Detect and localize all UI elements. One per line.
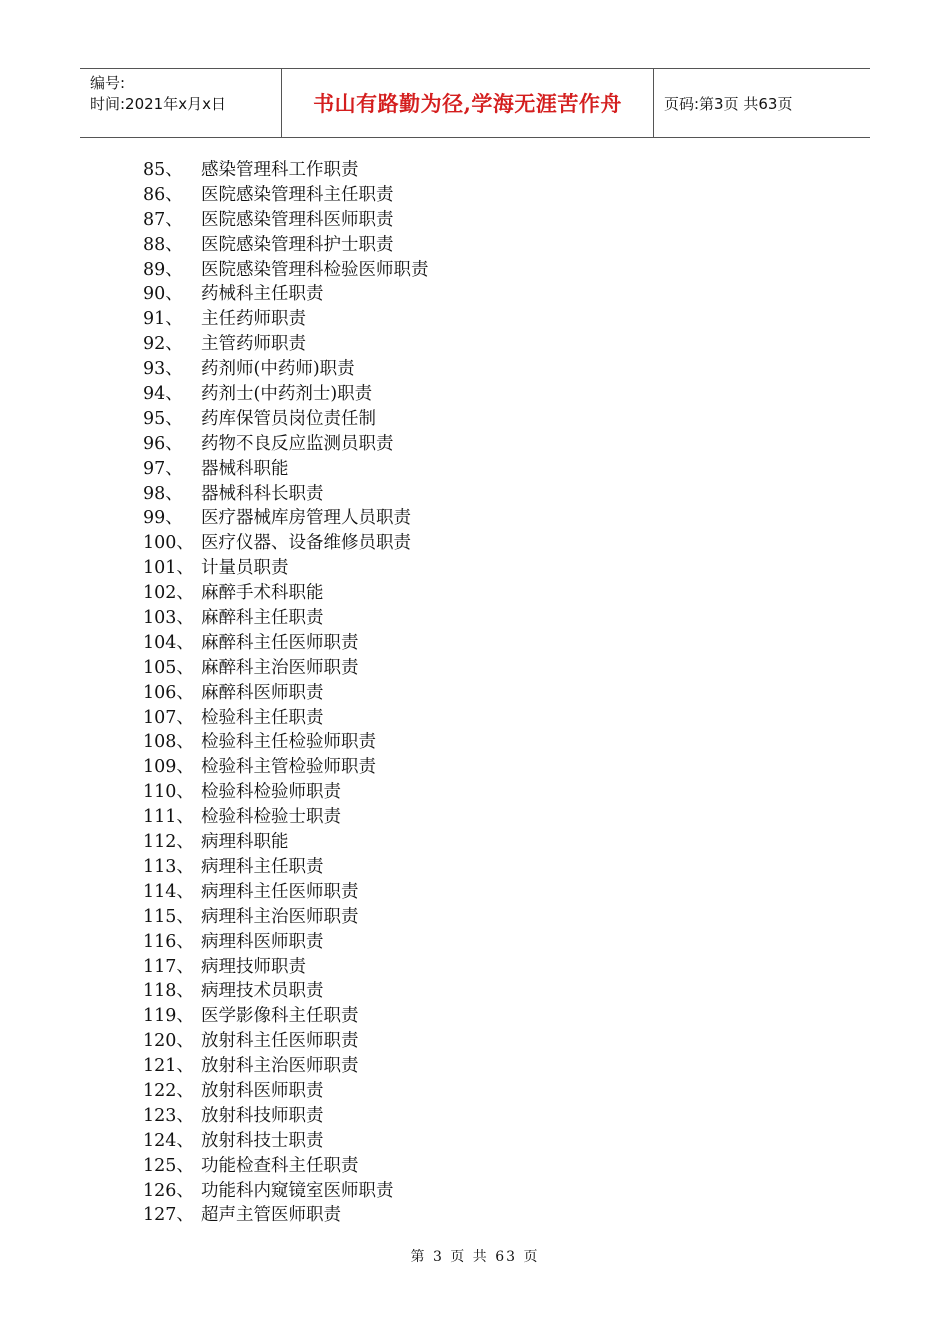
item-title: 医院感染管理科护士职责 bbox=[201, 234, 394, 255]
item-number: 87、 bbox=[143, 209, 183, 230]
item-number: 122、 bbox=[143, 1080, 194, 1101]
item-number: 113、 bbox=[143, 856, 194, 877]
list-item bbox=[143, 780, 429, 805]
item-number: 110、 bbox=[143, 782, 194, 803]
page-footer: 第 3 页 共 63 页 bbox=[410, 1249, 540, 1265]
item-title: 主任药师职责 bbox=[201, 309, 306, 330]
item-number: 90、 bbox=[143, 284, 183, 305]
item-title: 医院感染管理科医师职责 bbox=[201, 209, 394, 230]
item-title: 检验科主任职责 bbox=[201, 707, 324, 728]
list-item bbox=[143, 755, 429, 780]
list-item bbox=[143, 158, 429, 183]
item-title: 检验科主管检验师职责 bbox=[201, 757, 376, 778]
item-title: 检验科检验师职责 bbox=[201, 782, 341, 803]
item-title: 医疗仪器、设备维修员职责 bbox=[201, 533, 411, 554]
item-title: 医学影像科主任职责 bbox=[201, 1006, 359, 1027]
item-number: 88、 bbox=[143, 234, 183, 255]
item-number: 111、 bbox=[143, 807, 194, 828]
item-title: 病理科主任医师职责 bbox=[201, 881, 359, 902]
item-title: 药剂士(中药剂士)职责 bbox=[201, 384, 373, 405]
item-title: 药物不良反应监测员职责 bbox=[201, 433, 394, 454]
list-item bbox=[143, 357, 429, 382]
item-number: 93、 bbox=[143, 359, 183, 380]
list-item bbox=[143, 1004, 429, 1029]
item-number: 95、 bbox=[143, 408, 183, 429]
list-item bbox=[143, 282, 429, 307]
item-title: 医疗器械库房管理人员职责 bbox=[201, 508, 411, 529]
item-number: 89、 bbox=[143, 259, 183, 280]
item-number: 118、 bbox=[143, 981, 194, 1002]
list-item bbox=[143, 656, 429, 681]
item-number: 97、 bbox=[143, 458, 183, 479]
item-title: 病理技术员职责 bbox=[201, 981, 324, 1002]
item-number: 127、 bbox=[143, 1205, 194, 1226]
item-number: 105、 bbox=[143, 657, 194, 678]
item-number: 119、 bbox=[143, 1006, 194, 1027]
item-title: 放射科主任医师职责 bbox=[201, 1031, 359, 1052]
item-title: 药械科主任职责 bbox=[201, 284, 324, 305]
list-item bbox=[143, 1079, 429, 1104]
item-number: 123、 bbox=[143, 1105, 194, 1126]
item-number: 106、 bbox=[143, 682, 194, 703]
item-title: 麻醉科主任职责 bbox=[201, 608, 324, 629]
list-item bbox=[143, 407, 429, 432]
item-title: 麻醉手术科职能 bbox=[201, 583, 324, 604]
item-number: 100、 bbox=[143, 533, 194, 554]
item-title: 麻醉科主治医师职责 bbox=[201, 657, 359, 678]
list-item bbox=[143, 1029, 429, 1054]
item-number: 120、 bbox=[143, 1031, 194, 1052]
list-item bbox=[143, 382, 429, 407]
list-item bbox=[143, 905, 429, 930]
list-item bbox=[143, 457, 429, 482]
list-item bbox=[143, 208, 429, 233]
item-title: 计量员职责 bbox=[201, 558, 289, 579]
item-title: 检验科主任检验师职责 bbox=[201, 732, 376, 753]
item-number: 86、 bbox=[143, 184, 183, 205]
list-item bbox=[143, 706, 429, 731]
time-label: 时间:2021年x月x日 bbox=[90, 95, 226, 113]
item-title: 麻醉科医师职责 bbox=[201, 682, 324, 703]
list-item bbox=[143, 482, 429, 507]
list-item bbox=[143, 581, 429, 606]
item-number: 99、 bbox=[143, 508, 183, 529]
item-number: 96、 bbox=[143, 433, 183, 454]
list-item bbox=[143, 432, 429, 457]
item-number: 91、 bbox=[143, 309, 183, 330]
item-number: 102、 bbox=[143, 583, 194, 604]
list-item bbox=[143, 955, 429, 980]
item-title: 药剂师(中药师)职责 bbox=[201, 359, 355, 380]
item-number: 126、 bbox=[143, 1180, 194, 1201]
item-title: 药库保管员岗位责任制 bbox=[201, 408, 376, 429]
item-title: 超声主管医师职责 bbox=[201, 1205, 341, 1226]
item-number: 112、 bbox=[143, 832, 194, 853]
number-label: 编号: bbox=[90, 74, 126, 92]
list-item bbox=[143, 531, 429, 556]
list-item bbox=[143, 1104, 429, 1129]
list-item bbox=[143, 855, 429, 880]
list-item bbox=[143, 1179, 429, 1204]
item-title: 器械科科长职责 bbox=[201, 483, 324, 504]
list-item bbox=[143, 1129, 429, 1154]
list-item bbox=[143, 307, 429, 332]
list-item bbox=[143, 930, 429, 955]
list-item bbox=[143, 1154, 429, 1179]
list-item bbox=[143, 183, 429, 208]
item-number: 94、 bbox=[143, 384, 183, 405]
item-number: 108、 bbox=[143, 732, 194, 753]
list-item bbox=[143, 830, 429, 855]
item-number: 101、 bbox=[143, 558, 194, 579]
list-item bbox=[143, 506, 429, 531]
item-number: 104、 bbox=[143, 632, 194, 653]
list-item bbox=[143, 880, 429, 905]
item-title: 功能科内窥镜室医师职责 bbox=[201, 1180, 394, 1201]
item-title: 医院感染管理科检验医师职责 bbox=[201, 259, 429, 280]
list-item bbox=[143, 258, 429, 283]
item-title: 医院感染管理科主任职责 bbox=[201, 184, 394, 205]
header-meta bbox=[80, 69, 282, 137]
item-title: 功能检查科主任职责 bbox=[201, 1155, 359, 1176]
item-title: 病理科医师职责 bbox=[201, 931, 324, 952]
item-title: 放射科医师职责 bbox=[201, 1080, 324, 1101]
list-item bbox=[143, 606, 429, 631]
item-number: 117、 bbox=[143, 956, 194, 977]
list-item bbox=[143, 1203, 429, 1228]
item-title: 器械科职能 bbox=[201, 458, 289, 479]
item-title: 主管药师职责 bbox=[201, 334, 306, 355]
item-number: 107、 bbox=[143, 707, 194, 728]
item-number: 103、 bbox=[143, 608, 194, 629]
item-number: 116、 bbox=[143, 931, 194, 952]
item-title: 放射科技师职责 bbox=[201, 1105, 324, 1126]
item-title: 放射科主治医师职责 bbox=[201, 1056, 359, 1077]
item-number: 115、 bbox=[143, 906, 194, 927]
item-title: 病理科主治医师职责 bbox=[201, 906, 359, 927]
item-number: 92、 bbox=[143, 334, 183, 355]
item-title: 检验科检验士职责 bbox=[201, 807, 341, 828]
item-title: 麻醉科主任医师职责 bbox=[201, 632, 359, 653]
duty-list bbox=[143, 158, 429, 1228]
item-title: 病理技师职责 bbox=[201, 956, 306, 977]
item-number: 125、 bbox=[143, 1155, 194, 1176]
header-page-info: 页码:第3页 共63页 bbox=[664, 94, 793, 113]
page-header bbox=[80, 68, 870, 138]
list-item bbox=[143, 681, 429, 706]
item-number: 121、 bbox=[143, 1056, 194, 1077]
list-item bbox=[143, 730, 429, 755]
list-item bbox=[143, 631, 429, 656]
list-item bbox=[143, 805, 429, 830]
item-number: 114、 bbox=[143, 881, 194, 902]
list-item bbox=[143, 1054, 429, 1079]
motto: 书山有路勤为径,学海无涯苦作舟 bbox=[313, 91, 622, 116]
item-title: 放射科技士职责 bbox=[201, 1130, 324, 1151]
item-number: 98、 bbox=[143, 483, 183, 504]
list-item bbox=[143, 332, 429, 357]
item-number: 124、 bbox=[143, 1130, 194, 1151]
item-number: 85、 bbox=[143, 160, 183, 180]
item-title: 感染管理科工作职责 bbox=[201, 160, 359, 180]
list-item bbox=[143, 556, 429, 581]
list-item bbox=[143, 979, 429, 1004]
item-title: 病理科职能 bbox=[201, 832, 289, 853]
item-title: 病理科主任职责 bbox=[201, 856, 324, 877]
item-number: 109、 bbox=[143, 757, 194, 778]
header-motto-cell bbox=[282, 69, 654, 137]
list-item bbox=[143, 233, 429, 258]
